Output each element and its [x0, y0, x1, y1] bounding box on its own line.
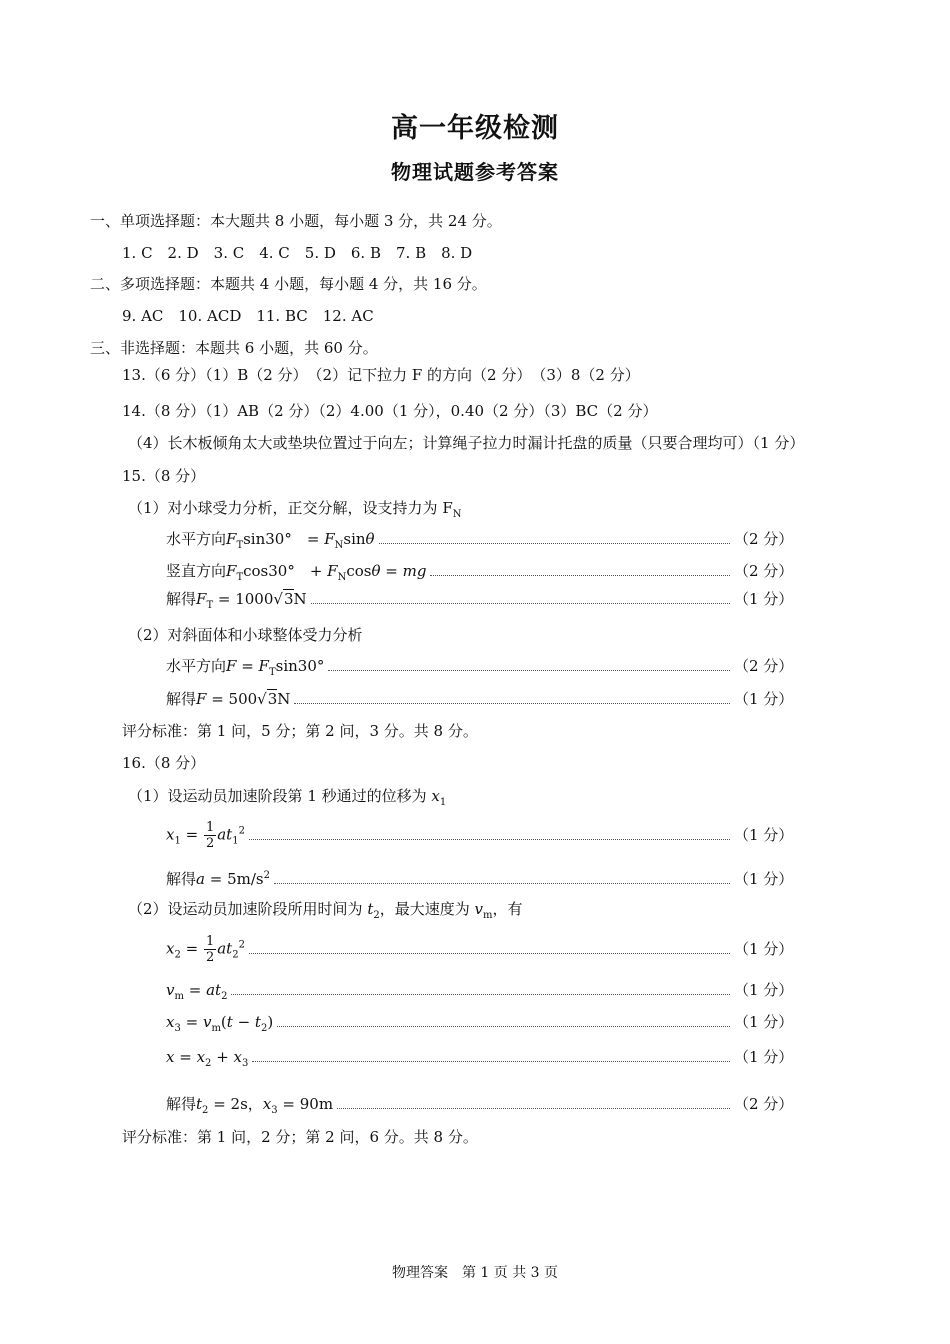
q16-scoring: 评分标准：第 1 问，2 分；第 2 问，6 分。共 8 分。: [122, 1128, 478, 1146]
q15-eq-vertical: 竖直方向 $F_T\cos 30^\circ$ + $F_N\cos\theta$ = mg （2 分）: [166, 562, 794, 583]
q16-eq-x2: $x_2$ = $\frac{1}{2}$ $at_2^2$ （1 分）: [166, 934, 794, 965]
section2-heading: 二、多项选择题：本题共 4 小题，每小题 4 分，共 16 分。: [90, 275, 487, 293]
q15-part1: （1）对小球受力分析，正交分解，设支持力为 $F_N$: [128, 499, 462, 520]
section1-answers: 1. C 2. D 3. C 4. C 5. D 6. B 7. B 8. D: [122, 244, 473, 262]
q16-result: 解得 $t_2 = 2s$，$x_3 = 90m$ （2 分）: [166, 1095, 794, 1116]
q14-answer: 14.（8 分）（1）AB（2 分）（2）4.00（1 分），0.40（2 分）（3）BC（2 分）: [122, 402, 658, 420]
q15-eq-horizontal: 水平方向 $F_T\sin 30^\circ$ = $F_N\sin\theta$ （2 分）: [166, 530, 794, 551]
q13-answer: 13.（6 分）（1）B（2 分） （2）记下拉力 F 的方向（2 分） （3）8（2 分）: [122, 366, 640, 384]
section3-heading: 三、非选择题：本题共 6 小题，共 60 分。: [90, 339, 378, 357]
q15-result-ft: 解得 $F_T = 1000√3N$ （1 分）: [166, 590, 794, 611]
q14-part4: （4）长木板倾角太大或垫块位置过于向左；计算绳子拉力时漏计托盘的质量（只要合理均可）（1 分）: [128, 434, 805, 452]
q15-scoring: 评分标准：第 1 问，5 分；第 2 问，3 分。共 8 分。: [122, 722, 478, 740]
section1-heading: 一、单项选择题：本大题共 8 小题，每小题 3 分，共 24 分。: [90, 212, 502, 230]
q16-eq-x1: $x_1$ = $\frac{1}{2}$ $at_1^2$ （1 分）: [166, 820, 794, 851]
q16-eq-x: $x = x_2 + x_3$ （1 分）: [166, 1048, 794, 1069]
section2-answers: 9. AC 10. ACD 11. BC 12. AC: [122, 307, 374, 325]
q16-header: 16.（8 分）: [122, 754, 206, 772]
q15-result-f: 解得 F = 500√3N （1 分）: [166, 690, 794, 708]
q15-header: 15.（8 分）: [122, 467, 206, 485]
q15-part2: （2）对斜面体和小球整体受力分析: [128, 626, 363, 644]
q15-eq-whole: 水平方向 $F = F_T\sin 30^\circ$ （2 分）: [166, 657, 794, 678]
q16-part2: （2）设运动员加速阶段所用时间为 $t_2$，最大速度为 $v_m$，有: [128, 900, 523, 921]
page-subtitle: 物理试题参考答案: [391, 160, 559, 184]
page-footer: 物理答案 第 1 页 共 3 页: [391, 1265, 559, 1281]
q16-eq-x3: $x_3 = v_m(t - t_2)$ （1 分）: [166, 1013, 794, 1034]
q16-result-a: 解得 $a = 5m/s^2$ （1 分）: [166, 870, 794, 888]
q16-eq-vm: $v_m = at_2$ （1 分）: [166, 981, 794, 1002]
page-title: 高一年级检测: [391, 113, 559, 144]
q16-part1: （1）设运动员加速阶段第 1 秒通过的位移为 $x_1$: [128, 787, 447, 808]
